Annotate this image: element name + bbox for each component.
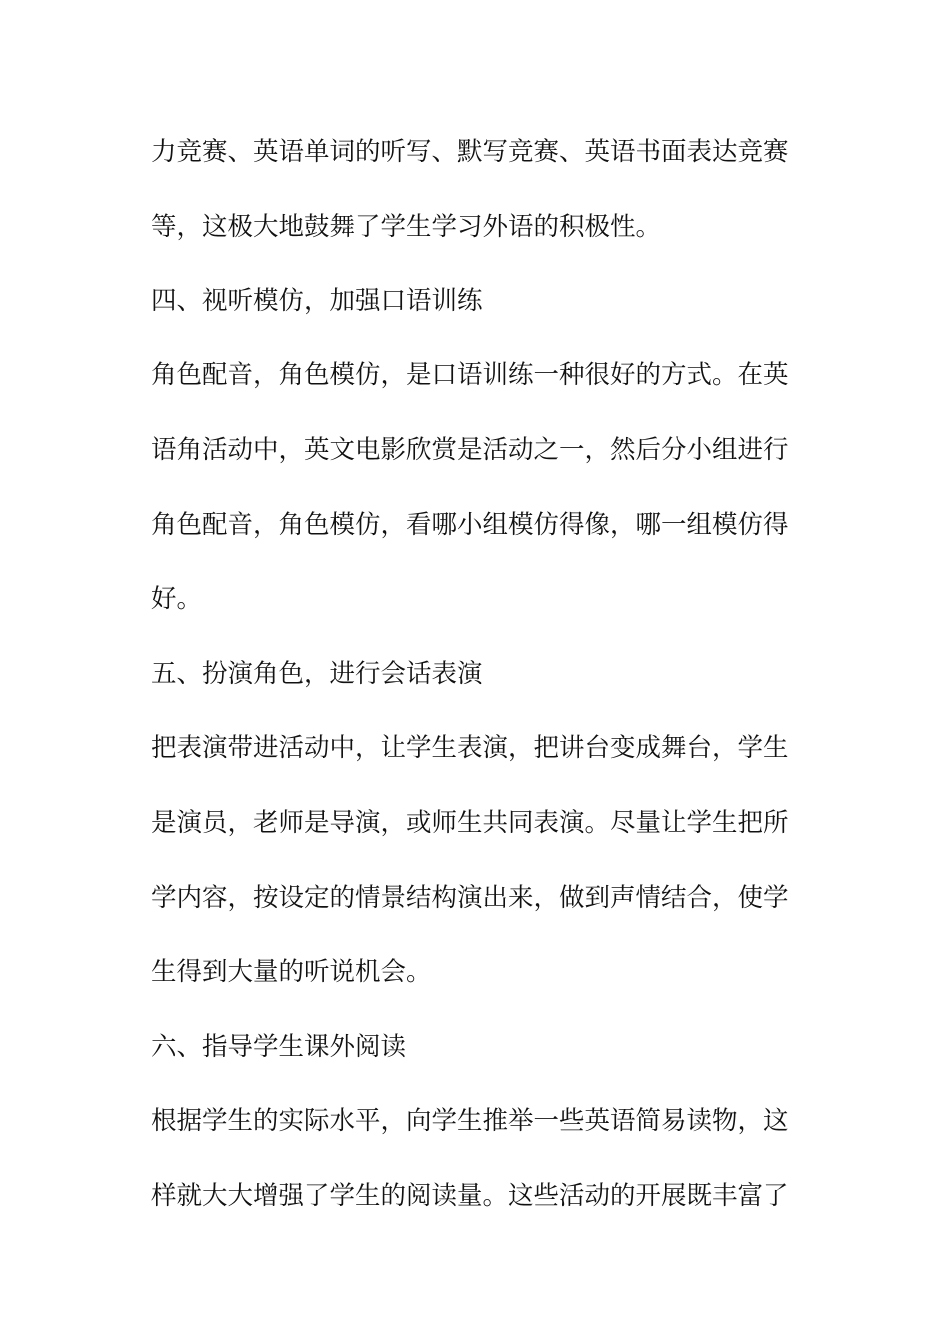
paragraph-line: 角色配音，角色模仿，是口语训练一种很好的方式。在英 [151,360,789,390]
paragraph-line: 是演员，老师是导演，或师生共同表演。尽量让学生把所 [151,808,789,838]
paragraph-line: 学内容，按设定的情景结构演出来，做到声情结合，使学 [151,883,789,913]
paragraph-line: 把表演带进活动中，让学生表演，把讲台变成舞台，学生 [151,733,789,763]
paragraph-line: 好。 [151,584,203,614]
paragraph-line: 力竞赛、英语单词的听写、默写竞赛、英语书面表达竞赛 [151,137,789,167]
paragraph-line: 样就大大增强了学生的阅读量。这些活动的开展既丰富了 [151,1181,789,1211]
paragraph-line: 角色配音，角色模仿，看哪小组模仿得像，哪一组模仿得 [151,510,789,540]
section-heading: 五、扮演角色，进行会话表演 [151,659,483,689]
paragraph-line: 等，这极大地鼓舞了学生学习外语的积极性。 [151,212,662,242]
paragraph-line: 生得到大量的听说机会。 [151,957,432,987]
paragraph-line: 根据学生的实际水平，向学生推举一些英语简易读物，这 [151,1106,789,1136]
section-heading: 六、指导学生课外阅读 [151,1032,407,1062]
section-heading: 四、视听模仿，加强口语训练 [151,286,483,316]
paragraph-line: 语角活动中，英文电影欣赏是活动之一，然后分小组进行 [151,435,789,465]
